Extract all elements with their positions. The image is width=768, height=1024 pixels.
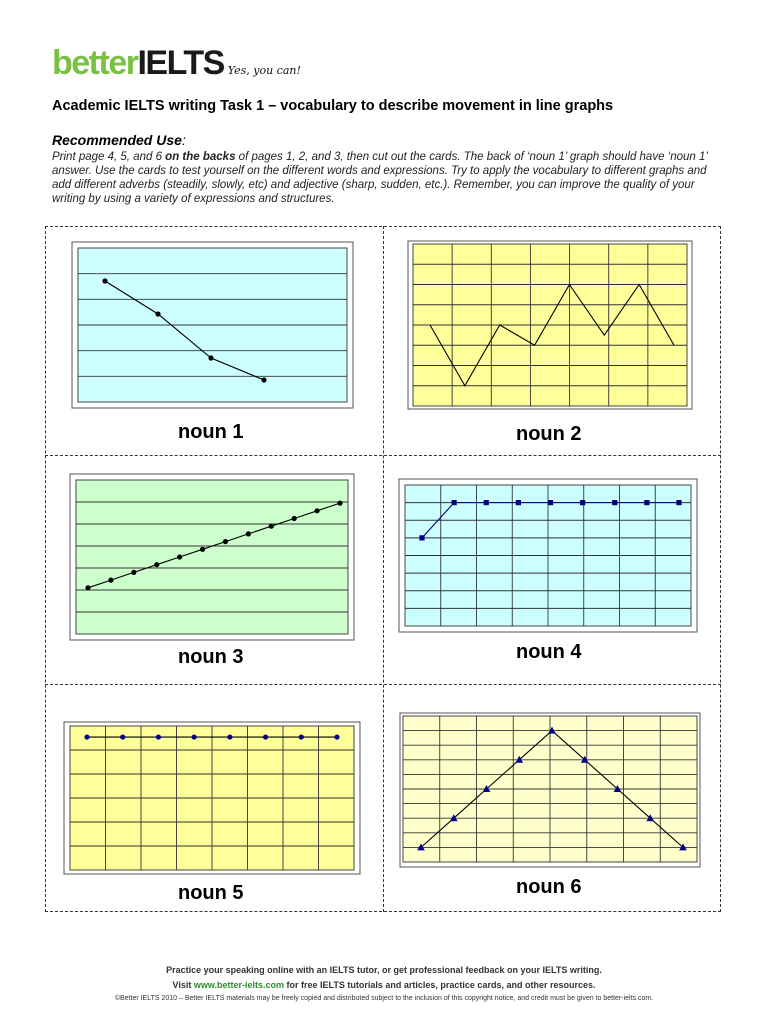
card-divider-horizontal	[45, 684, 721, 685]
data-point	[292, 516, 297, 521]
data-point	[200, 547, 205, 552]
logo-ielts: IELTS	[137, 44, 224, 82]
data-point	[452, 500, 457, 505]
data-point	[263, 734, 268, 739]
card-label-noun-6: noun 6	[516, 876, 582, 898]
chart-6	[399, 712, 701, 868]
chart-2	[407, 240, 693, 410]
data-point	[246, 531, 251, 536]
card-label-noun-2: noun 2	[516, 423, 582, 445]
logo-tagline: Yes, you can!	[227, 64, 301, 77]
data-point	[269, 524, 274, 529]
data-point	[548, 500, 553, 505]
data-point	[131, 570, 136, 575]
data-point	[516, 500, 521, 505]
data-point	[261, 377, 266, 382]
page-title: Academic IELTS writing Task 1 – vocabulary to describe movement in line graphs	[52, 98, 614, 114]
data-point	[108, 578, 113, 583]
data-point	[580, 500, 585, 505]
data-point	[337, 501, 342, 506]
recommended-body: Print page 4, 5, and 6 on the backs of pages 1, 2, and 3, then cut out the cards. The back of ‘noun 1’ graph should have ‘noun 1’ answer. Use the cards to test yourself on the different words and expressions. Try to apply the vocabulary to different graphs and add different adverbs (steadily, slowly, etc) and adjective (sharp, sudden, etc.). Remember, you can improve the quality of your writing by using a variety of expressions and structures.	[52, 151, 708, 205]
data-point	[156, 734, 161, 739]
card-label-noun-1: noun 1	[178, 421, 244, 443]
plot-area	[76, 480, 348, 634]
data-point	[612, 500, 617, 505]
data-point	[223, 539, 228, 544]
data-point	[120, 734, 125, 739]
footer-line-1: Practice your speaking online with an IELTS tutor, or get professional feedback on your IELTS writing.	[166, 965, 602, 975]
data-point	[154, 562, 159, 567]
brand-logo	[52, 44, 301, 84]
card-divider-vertical	[383, 226, 384, 912]
data-point	[644, 500, 649, 505]
data-point	[314, 508, 319, 513]
card-divider-horizontal	[45, 455, 721, 456]
data-point	[84, 734, 89, 739]
chart-1	[70, 240, 355, 410]
data-point	[334, 734, 339, 739]
data-point	[85, 585, 90, 590]
data-point	[676, 500, 681, 505]
card-label-noun-5: noun 5	[178, 882, 244, 904]
data-point	[177, 554, 182, 559]
card-label-noun-4: noun 4	[516, 641, 582, 663]
data-point	[208, 355, 213, 360]
card-label-noun-3: noun 3	[178, 646, 244, 668]
data-point	[419, 535, 424, 540]
footer-line-2: Visit www.better-ielts.com for free IELTS tutorials and articles, practice cards, and other resources.	[172, 980, 596, 990]
data-point	[227, 734, 232, 739]
data-point	[299, 734, 304, 739]
recommended-heading: Recommended Use:	[52, 132, 186, 148]
footer-copyright: ©Better IELTS 2010 – Better IELTS materials may be freely copied and distributed subject to the inclusion of this copyright notice, and credit must be given to better-ielts.com.	[114, 995, 654, 1002]
logo-better: better	[52, 44, 138, 82]
data-point	[155, 311, 160, 316]
chart-4	[397, 477, 699, 634]
chart-5	[62, 720, 362, 876]
chart-3	[68, 472, 356, 642]
footer-link[interactable]: www.better-ielts.com	[193, 980, 285, 990]
data-point	[192, 734, 197, 739]
data-point	[102, 278, 107, 283]
data-point	[484, 500, 489, 505]
